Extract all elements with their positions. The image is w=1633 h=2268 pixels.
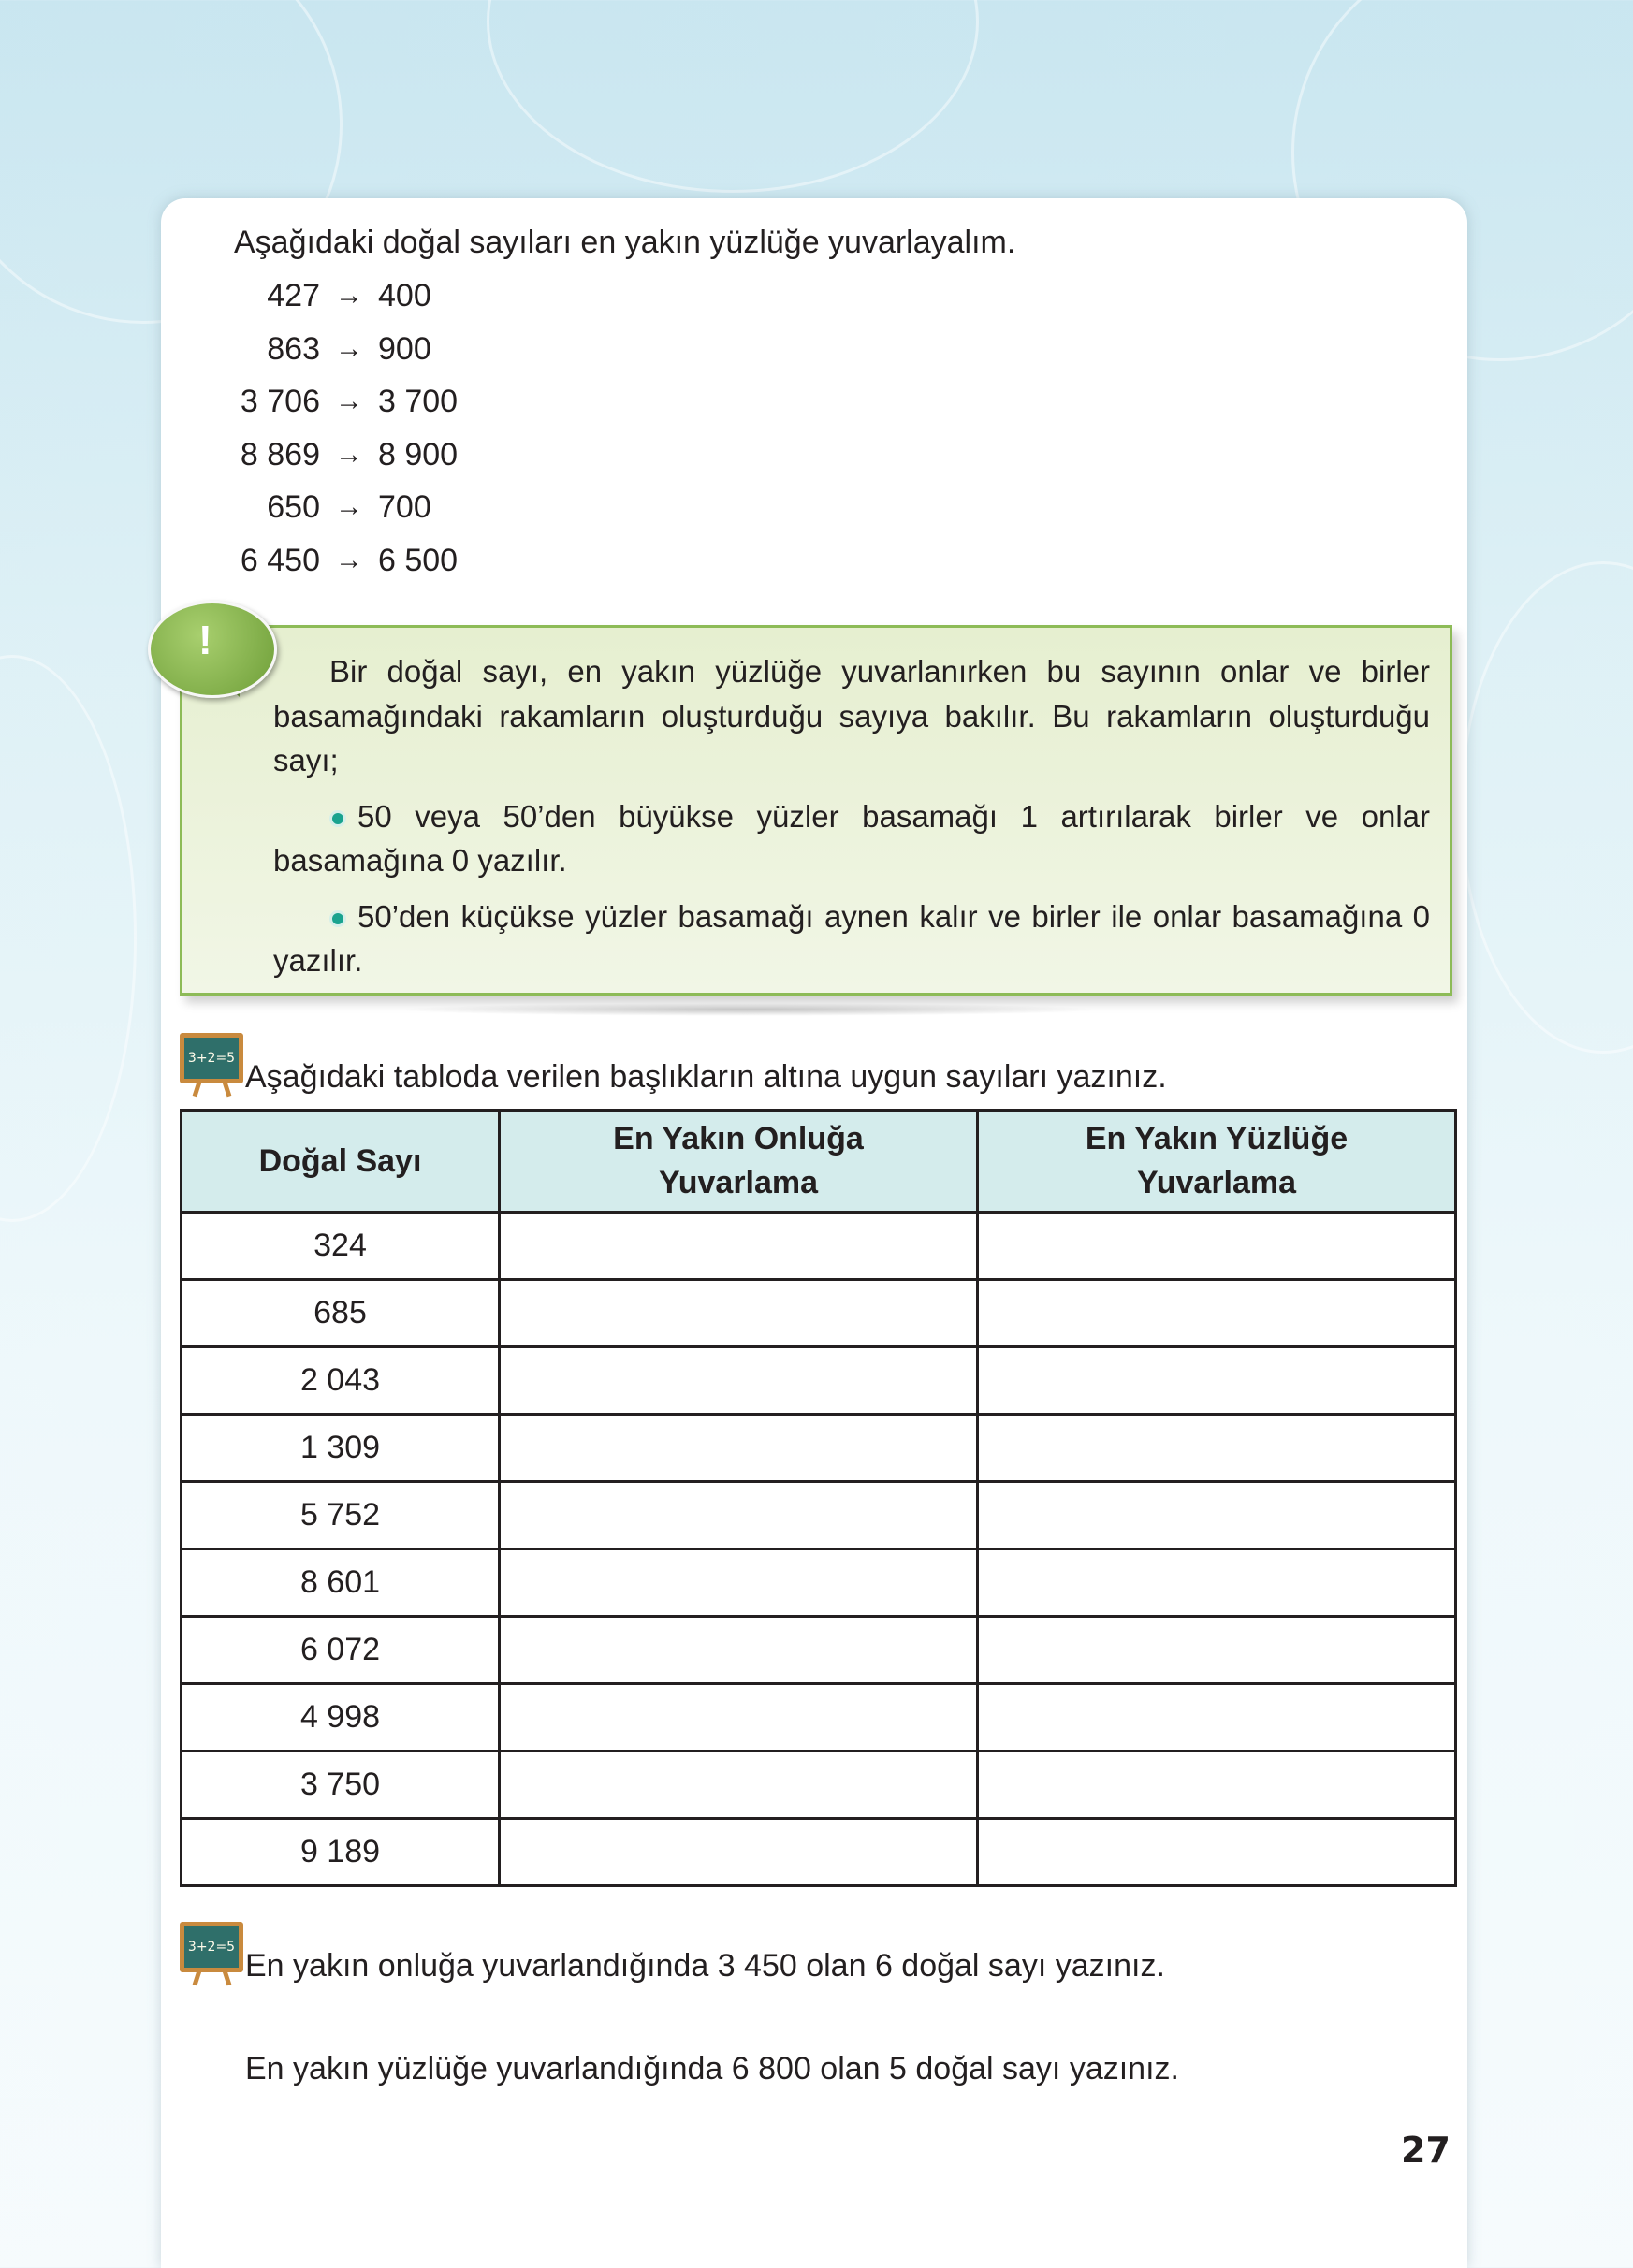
example-from: 427	[267, 278, 320, 313]
example-to: 700	[378, 489, 431, 525]
arrow-icon: →	[335, 332, 363, 364]
bullet-dot-icon	[329, 810, 346, 827]
answer-cell-hundred[interactable]	[978, 1819, 1456, 1886]
answer-cell-ten[interactable]	[500, 1482, 978, 1549]
example-row	[234, 534, 458, 588]
box-shadow-decoration	[393, 1003, 1104, 1016]
natural-number-cell: 8 601	[182, 1549, 500, 1617]
arrow-icon: →	[335, 491, 363, 522]
example-row	[234, 375, 458, 429]
natural-number-cell: 3 750	[182, 1752, 500, 1819]
example-from: 863	[267, 330, 320, 367]
answer-cell-hundred[interactable]	[978, 1752, 1456, 1819]
answer-cell-hundred[interactable]	[978, 1482, 1456, 1549]
speech-bubble-icon	[148, 601, 277, 698]
natural-number-cell: 685	[182, 1280, 500, 1347]
answer-cell-hundred[interactable]	[978, 1213, 1456, 1280]
chalkboard-label: 3+2=5	[187, 1940, 236, 1955]
chalkboard-label: 3+2=5	[187, 1051, 236, 1066]
answer-cell-hundred[interactable]	[978, 1280, 1456, 1347]
table-header-row	[182, 1111, 1456, 1213]
answer-cell-ten[interactable]	[500, 1684, 978, 1752]
bullet-dot-icon	[329, 910, 346, 927]
natural-number-cell: 1 309	[182, 1415, 500, 1482]
example-row	[234, 269, 458, 323]
answer-cell-ten[interactable]	[500, 1819, 978, 1886]
background-swirl	[0, 655, 137, 1222]
answer-cell-hundred[interactable]	[978, 1347, 1456, 1415]
info-paragraph: Bir doğal sayı, en yakın yüzlüğe yuvarlanırken bu sayının onlar ve birler basamağındaki rakamların oluşturduğu sayıya bakılır. Bu rakamların oluşturduğu sayı;	[273, 654, 1430, 778]
table-row	[182, 1752, 1456, 1819]
arrow-icon: →	[335, 280, 363, 311]
example-row	[234, 323, 458, 376]
example-to: 6 500	[378, 542, 459, 578]
table-row	[182, 1819, 1456, 1886]
table-row	[182, 1617, 1456, 1684]
task-1-text: Aşağıdaki tabloda verilen başlıkların altına uygun sayıları yazınız.	[245, 1059, 1167, 1095]
info-bullet	[273, 794, 1430, 883]
task-2-text: En yakın onluğa yuvarlandığında 3 450 olan 6 doğal sayı yazınız.	[245, 1948, 1165, 1984]
natural-number-cell: 4 998	[182, 1684, 500, 1752]
table-row	[182, 1549, 1456, 1617]
table-row	[182, 1684, 1456, 1752]
intro-text: Aşağıdaki doğal sayıları en yakın yüzlüğe yuvarlayalım.	[234, 225, 1016, 260]
table-row	[182, 1347, 1456, 1415]
natural-number-cell: 5 752	[182, 1482, 500, 1549]
answer-cell-hundred[interactable]	[978, 1684, 1456, 1752]
answer-cell-ten[interactable]	[500, 1347, 978, 1415]
table-row	[182, 1482, 1456, 1549]
background-swirl	[1460, 561, 1633, 1054]
example-row	[234, 481, 458, 534]
exclamation-icon: !	[198, 618, 212, 663]
natural-number-cell: 9 189	[182, 1819, 500, 1886]
answer-cell-ten[interactable]	[500, 1415, 978, 1482]
answer-cell-ten[interactable]	[500, 1213, 978, 1280]
example-to: 400	[378, 278, 431, 313]
example-to: 3 700	[378, 384, 459, 419]
example-row	[234, 429, 458, 482]
page-number: 27	[1401, 2130, 1451, 2171]
background-swirl	[487, 0, 979, 193]
info-bullet	[273, 894, 1430, 983]
header-natural-number: Doğal Sayı	[182, 1111, 500, 1213]
arrow-icon: →	[335, 438, 363, 470]
table-row	[182, 1213, 1456, 1280]
answer-cell-hundred[interactable]	[978, 1549, 1456, 1617]
example-from: 8 869	[240, 436, 320, 472]
table-row	[182, 1415, 1456, 1482]
natural-number-cell: 2 043	[182, 1347, 500, 1415]
natural-number-cell: 324	[182, 1213, 500, 1280]
header-round-to-ten: En Yakın Onluğa Yuvarlama	[500, 1111, 978, 1213]
info-bullet-text: 50’den küçükse yüzler basamağı aynen kalır ve birler ile onlar basamağına 0 yazılır.	[273, 898, 1430, 978]
answer-cell-ten[interactable]	[500, 1617, 978, 1684]
example-from: 6 450	[240, 542, 320, 578]
rounding-table	[180, 1109, 1457, 1887]
answer-cell-ten[interactable]	[500, 1752, 978, 1819]
info-text	[273, 649, 1430, 983]
example-to: 8 900	[378, 436, 459, 472]
info-bullet-text: 50 veya 50’den büyükse yüzler basamağı 1 artırılarak birler ve onlar basamağına 0 yazılır.	[273, 798, 1430, 878]
task-3-text: En yakın yüzlüğe yuvarlandığında 6 800 olan 5 doğal sayı yazınız.	[245, 2051, 1179, 2086]
header-round-to-hundred: En Yakın Yüzlüğe Yuvarlama	[978, 1111, 1456, 1213]
example-from: 650	[267, 489, 320, 525]
arrow-icon: →	[335, 544, 363, 575]
chalkboard-icon	[180, 1922, 243, 1972]
example-from: 3 706	[240, 384, 320, 419]
example-to: 900	[378, 330, 431, 367]
answer-cell-ten[interactable]	[500, 1549, 978, 1617]
answer-cell-hundred[interactable]	[978, 1415, 1456, 1482]
rounding-examples	[234, 269, 458, 587]
answer-cell-hundred[interactable]	[978, 1617, 1456, 1684]
table-row	[182, 1280, 1456, 1347]
chalkboard-icon	[180, 1033, 243, 1083]
answer-cell-ten[interactable]	[500, 1280, 978, 1347]
arrow-icon: →	[335, 385, 363, 416]
natural-number-cell: 6 072	[182, 1617, 500, 1684]
